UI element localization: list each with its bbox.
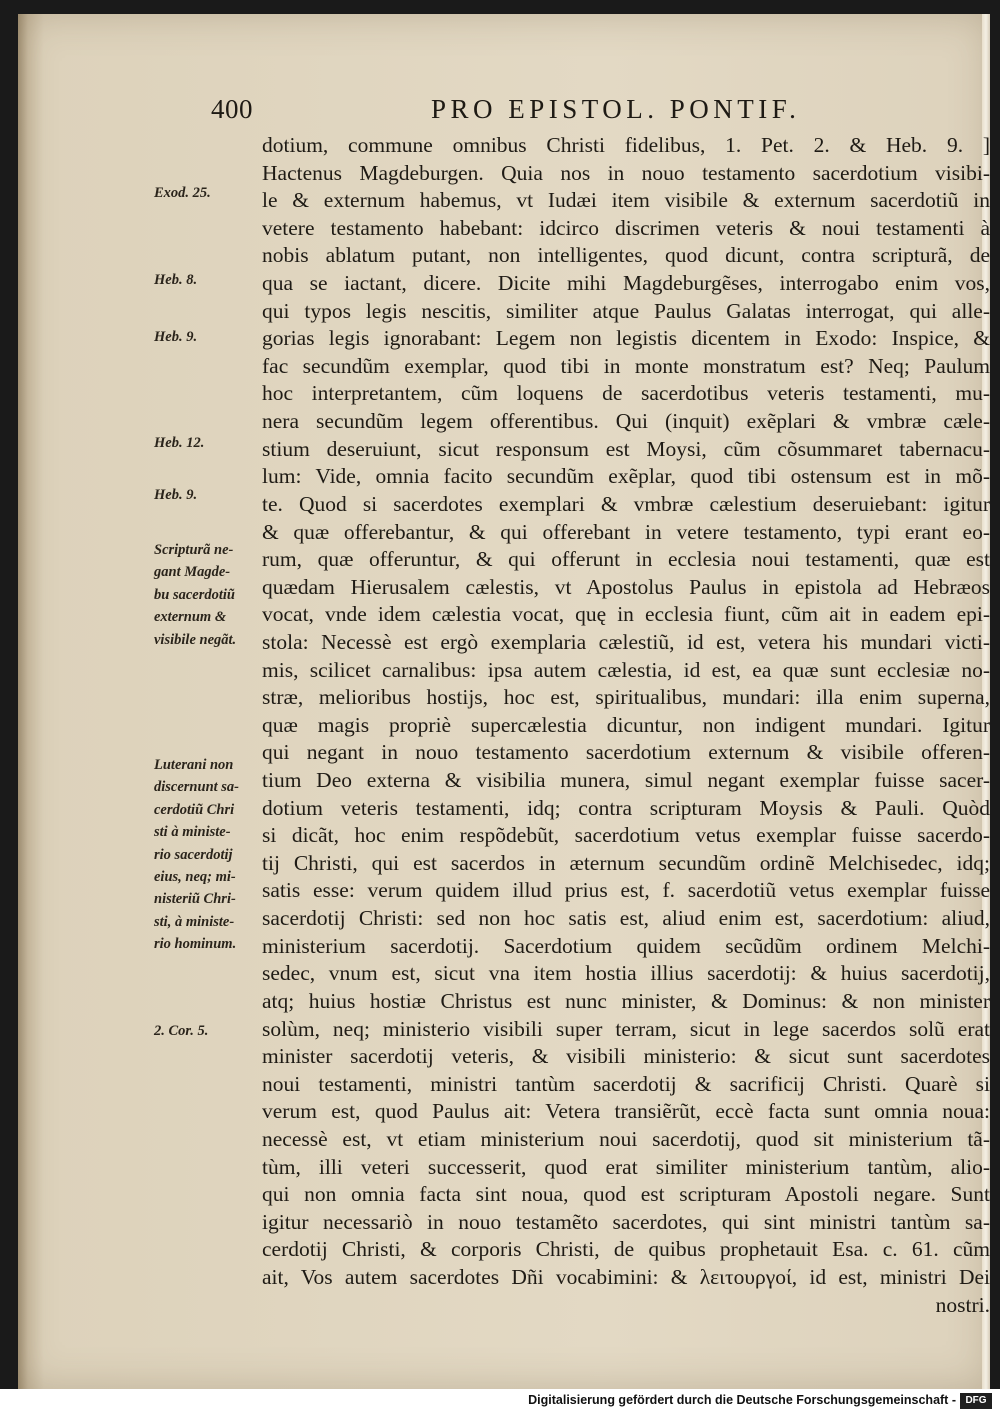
text-line: fac secundũm exemplar, quod tibi in monte monstratum est? Neq; Paulum: [262, 353, 990, 378]
text-line: ministerium sacerdotij. Sacerdotium quidem secũdũm ordinem Melchi-: [262, 933, 990, 958]
text-line: tij Christi, qui est sacerdos in æternum secundũm ordinẽ Melchisedec, idq;: [262, 850, 990, 875]
text-line: qua se iactant, dicere. Dicite mihi Magdeburgẽses, interrogabo enim vos,: [262, 271, 990, 296]
text-line: quædam Hierusalem cælestis, vt Apostolus Paulus in epistola ad Hebræos: [262, 574, 990, 599]
text-line: nostri.: [935, 1292, 990, 1317]
text-line: stræ, melioribus hostijs, hoc est, spiritualibus, mundari: illa enim superna,: [262, 685, 990, 710]
text-line: le & externum habemus, vt Iudæi item visibile & externum sacerdotiũ in: [262, 188, 990, 213]
funding-notice: Digitalisierung gefördert durch die Deutsche Forschungsgemeinschaft -: [528, 1393, 956, 1407]
text-line: rum, quæ offeruntur, & qui offerunt in ecclesia noui testamenti, quæ est: [262, 547, 990, 572]
text-line: stola: Necessè est ergò exemplaria cælestiũ, id est, vetera his mundari victi-: [262, 629, 990, 654]
body-text: [262, 132, 990, 1319]
text-line: igitur necessariò in nouo testamẽto sacerdotes, qui sint ministri tantùm sa-: [262, 1209, 990, 1234]
text-line: tium Deo externa & visibilia munera, simul negant exemplar fuisse sacer-: [262, 768, 990, 793]
marginal-note: Heb. 9.: [154, 329, 198, 345]
text-line: Hactenus Magdeburgen. Quia nos in nouo testamento sacerdotium visibi-: [262, 160, 990, 185]
text-line: minister sacerdotij veteris, & visibili ministerio: & sicut sunt sacerdotes: [262, 1044, 990, 1069]
text-line: sacerdotij Christi: sed non hoc satis est, aliud enim est, sacerdotium: aliud,: [262, 906, 990, 931]
marginal-note: Luterani non discernunt sa- cerdotiũ Chri sti à ministe- rio sacerdotij eius, neq; mi- nisteriũ Chri- sti, à ministe- rio hominum.: [154, 757, 240, 953]
marginal-note: Heb. 12.: [154, 435, 205, 451]
page-number: 400: [211, 94, 253, 124]
marginal-note: Scripturã ne- gant Magde- bu sacerdotiũ externum & visibile negãt.: [154, 542, 237, 648]
text-line: mis, scilicet carnalibus: ipsa autem cælestia, id est, ea quæ sunt ecclesiæ no-: [262, 657, 990, 682]
text-line: dotium veteris testamenti, idq; contra scripturam Moysis & Pauli. Quòd: [262, 795, 990, 820]
text-line: qui negant in nouo testamento sacerdotium externum & visibile offeren-: [262, 740, 990, 765]
book-page: [18, 14, 990, 1389]
digitization-footer: [0, 1389, 1000, 1414]
marginal-note: Heb. 8.: [154, 272, 198, 288]
text-line: satis esse: verum quidem illud prius est, f. sacerdotiũ vetus exemplar fuisse: [262, 878, 990, 903]
text-line: vocat, vnde idem cælestia vocat, quę in ecclesia fiunt, cũm ait in eadem epi-: [262, 602, 990, 627]
text-line: noui testamenti, ministri tantùm sacerdotij & sacrificij Christi. Quarè si: [262, 1071, 990, 1096]
running-title: PRO EPISTOL. PONTIF.: [431, 94, 801, 124]
text-line: stium deseruiunt, sicut responsum est Moysi, cũm cõsummaret tabernacu-: [262, 436, 990, 461]
text-line: verum est, quod Paulus ait: Vetera transiẽrũt, eccè facta sunt omnia noua:: [262, 1099, 990, 1124]
text-line: ait, Vos autem sacerdotes Dñi vocabimini: & λειτουργοί, id est, ministri Dei: [262, 1264, 990, 1289]
text-line: qui non omnia facta sint noua, quod est scripturam Apostoli negare. Sunt: [262, 1182, 990, 1207]
text-line: lum: Vide, omnia facito secundũm exẽplar, quod tibi ostensum est in mõ-: [262, 464, 990, 489]
text-line: tùm, illi veteri successerit, quod erat similiter ministerium tantùm, alio-: [262, 1154, 990, 1179]
text-line: nera secundũm legem offerentibus. Qui (inquit) exẽplari & vmbræ cæle-: [262, 409, 990, 434]
text-line: si dicãt, hoc enim respõdebũt, sacerdotium vetus exemplar fuisse sacerdo-: [262, 823, 990, 848]
text-line: nobis ablatum putant, non intelligentes, quod dicunt, contra scripturã, de: [262, 243, 990, 268]
text-line: te. Quod si sacerdotes exemplari & vmbræ cælestium deseruiebant: igitur: [262, 491, 990, 516]
text-line: gorias legis ignorabant: Legem non legistis dicentem in Exodo: Inspice, &: [262, 326, 990, 351]
text-line: hoc interpretantem, cũm loquens de sacerdotibus veteris testamenti, mu-: [262, 381, 990, 406]
marginal-note: Exod. 25.: [154, 185, 211, 201]
text-line: necessè est, vt etiam ministerium noui sacerdotij, quod sit ministerium tã-: [262, 1126, 990, 1151]
marginal-note: Heb. 9.: [154, 487, 198, 503]
marginal-note: 2. Cor. 5.: [154, 1023, 209, 1039]
text-line: vetere testamento habebant: idcirco discrimen veteris & noui testamenti à: [262, 215, 990, 240]
page-header: [18, 94, 990, 134]
text-line: & quæ offerebantur, & qui offerebant in vetere testamento, typi erant eo-: [262, 519, 990, 544]
text-line: qui typos legis nescitis, similiter atque Paulus Galatas interrogat, qui alle-: [262, 298, 990, 323]
text-line: solùm, neq; ministerio visibili super terram, sicut in lege sacerdos solũ erat: [262, 1016, 990, 1041]
text-line: cerdotij Christi, & corporis Christi, de quibus prophetauit Esa. c. 61. cũm: [262, 1237, 990, 1262]
text-line: dotium, commune omnibus Christi fidelibus, 1. Pet. 2. & Heb. 9. ]: [262, 133, 990, 157]
text-line: atq; huius hostiæ Christus est nunc minister, & Dominus: & non minister: [262, 988, 990, 1013]
text-line: quæ magis propriè supercælestia dicuntur, non indigent mundari. Igitur: [262, 712, 990, 737]
text-line: sedec, vnum est, sicut vna item hostia illius sacerdotij: & huius sacerdotij,: [262, 961, 990, 986]
dfg-logo: DFG: [960, 1393, 992, 1409]
